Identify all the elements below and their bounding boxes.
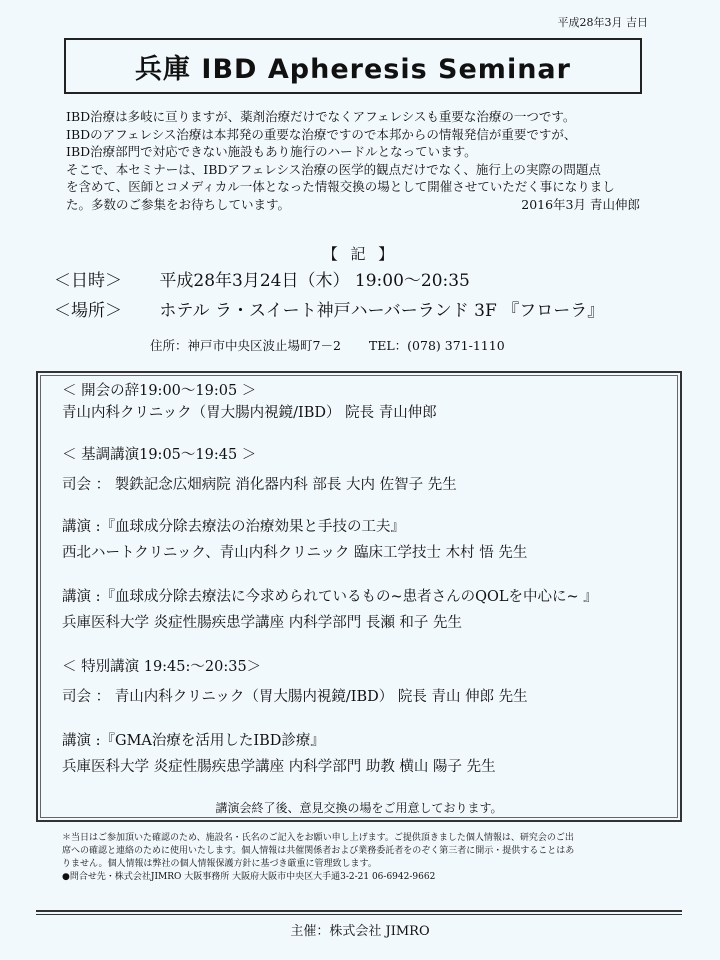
intro-line (66, 196, 644, 214)
footer-rule (36, 914, 682, 915)
program-lecture-title: 講演 :『GMA治療を活用したIBD診療』 (62, 733, 325, 749)
intro-line: IBDのアフェレシス治療は本邦発の重要な治療ですので本邦からの情報発信が重要ですが、 (66, 126, 577, 142)
intro-line: IBD治療部門で対応できない施設もあり施行のハードルとなっています。 (66, 144, 477, 159)
footer-rule (36, 910, 682, 912)
date-label: ＜日時＞ (54, 271, 122, 291)
place-value: ホテル ラ・スイート神戸ハーバーランド 3F 『フローラ』 (159, 301, 605, 321)
program-lecture-title: 講演 :『血球成分除去療法に今求められているもの~患者さんのQOLを中心に~ 』 (62, 589, 598, 605)
issue-date: 平成28年3月 吉日 (557, 16, 648, 29)
venue-tel: TEL：(078) 371-1110 (368, 338, 505, 353)
footnote (62, 832, 662, 884)
footnote-line: 席への確認と連絡のために使用いたします。個人情報は共催関係者および業務委託者をのぞく第三者に開示・提供することはあ (62, 846, 575, 856)
program-session-heading: ＜ 基調講演19:05〜19:45 ＞ (62, 447, 257, 463)
place-label: ＜場所＞ (54, 301, 122, 321)
intro-signature: 2016年3月 青山伸郎 (521, 196, 640, 212)
program-line: 青山内科クリニック（胃大腸内視鏡/IBD） 院長 青山伸郎 (62, 405, 437, 421)
date-value: 平成28年3月24日（木） 19:00〜20:35 (159, 271, 470, 291)
intro-last-line: た。多数のご参集をお待ちしています。 (66, 196, 291, 212)
program-line: 西北ハートクリニック、青山内科クリニック 臨床工学技士 木村 悟 先生 (62, 545, 528, 561)
program-lecture-title: 講演 :『血球成分除去療法の治療効果と手技の工夫』 (62, 519, 405, 535)
address-text: 住所：神戸市中央区波止場町7－2 (150, 338, 341, 353)
program-box (36, 371, 682, 822)
program-session-heading: ＜ 特別講演 19:45:〜20:35＞ (62, 659, 262, 675)
footnote-line: りません。個人情報は弊社の個人情報保護方針に基づき厳重に管理致します。 (62, 859, 377, 869)
page-title: 兵庫 IBD Apheresis Seminar (135, 53, 571, 85)
sponsor: 主催：株式会社 JIMRO (290, 924, 430, 939)
program-line: 司会 ： 製鉄記念広畑病院 消化器内科 部長 大内 佐智子 先生 (62, 477, 457, 493)
program-closing-note: 講演会終了後、意見交換の場をご用意しております。 (215, 801, 503, 815)
footnote-line: ＊当日はご参加頂いた確認のため、施設名・氏名のご記入をお願い申し上げます。ご提供頂きました個人情報は、研究会のご出 (62, 833, 574, 843)
event-place (54, 296, 604, 321)
program-line: 司会 ： 青山内科クリニック（胃大腸内視鏡/IBD） 院長 青山 伸郎 先生 (62, 689, 528, 705)
title-box (64, 38, 642, 94)
contact-line: ●問合せ先・株式会社JIMRO 大阪事務所 大阪府大阪市中央区大手通3-2-21 06-6942-9662 (62, 872, 436, 882)
intro-line: そこで、本セミナーは、IBDアフェレシス治療の医学的観点だけでなく、施行上の実際の問題点 (66, 161, 601, 177)
intro-line: IBD治療は多岐に亘りますが、薬剤治療だけでなくアフェレシスも重要な治療の一つです。 (66, 109, 576, 124)
program-line: 兵庫医科大学 炎症性腸疾患学講座 内科学部門 長瀬 和子 先生 (62, 615, 463, 631)
notice-heading: 【 記 】 (322, 245, 398, 263)
event-date (54, 266, 470, 291)
program-session-heading: ＜ 開会の辞19:00〜19:05 ＞ (62, 383, 257, 399)
intro-paragraph (66, 108, 644, 213)
intro-line: を含めて、医師とコメディカル一体となった情報交換の場として開催させていただく事になりまし (66, 179, 615, 194)
program-line: 兵庫医科大学 炎症性腸疾患学講座 内科学部門 助教 横山 陽子 先生 (62, 759, 496, 775)
venue-address (150, 336, 505, 354)
